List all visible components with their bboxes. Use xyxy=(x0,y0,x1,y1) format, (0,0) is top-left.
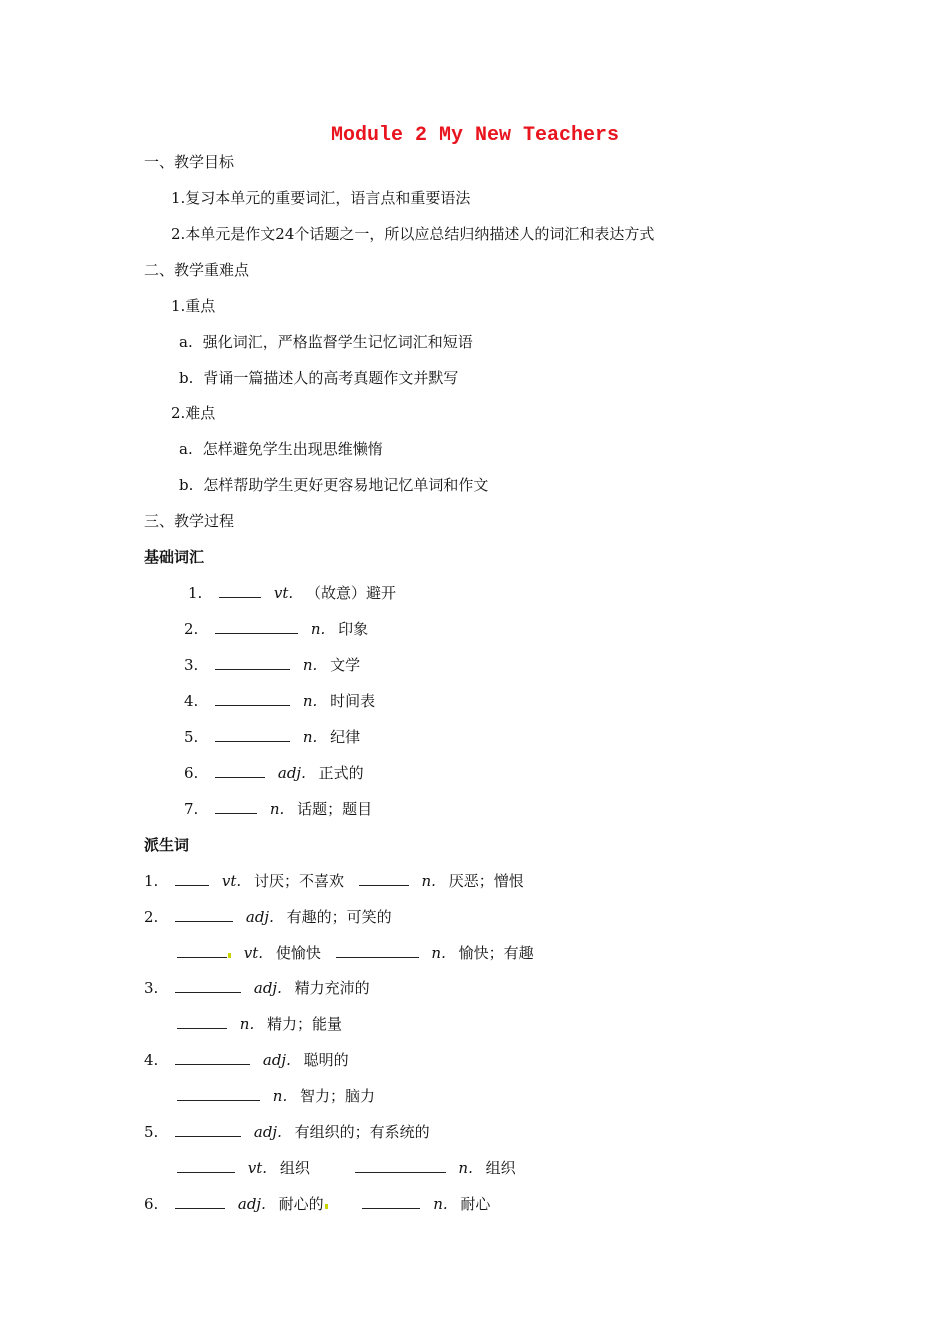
process-heading: 三、教学过程 xyxy=(144,512,235,530)
meaning: 智力；脑力 xyxy=(300,1087,376,1105)
vocab-item-2 xyxy=(184,618,368,640)
part-of-speech: adj. xyxy=(245,908,274,926)
meaning: 印象 xyxy=(338,620,369,638)
meaning: 正式的 xyxy=(318,764,364,782)
list-letter: b. xyxy=(179,476,194,494)
vocab-item-4 xyxy=(184,690,375,712)
meaning: 文学 xyxy=(330,656,361,674)
answer-blank[interactable] xyxy=(215,655,290,670)
vocab-item-6 xyxy=(184,762,364,784)
list-text: 怎样帮助学生更好更容易地记忆单词和作文 xyxy=(203,476,489,494)
meaning: 话题；题目 xyxy=(297,800,373,818)
answer-blank[interactable] xyxy=(215,799,257,814)
item-number: 6. xyxy=(144,1195,159,1213)
answer-blank[interactable] xyxy=(362,1194,420,1209)
derived-item-3 xyxy=(144,977,370,999)
item-number: 7. xyxy=(184,800,199,818)
key-points-heading: 二、教学重难点 xyxy=(144,261,250,279)
difficult-points-label: 2.难点 xyxy=(171,404,216,422)
part-of-speech: n. xyxy=(458,1159,473,1177)
answer-blank[interactable] xyxy=(215,727,290,742)
item-number: 5. xyxy=(144,1123,159,1141)
basic-vocab-heading: 基础词汇 xyxy=(144,548,205,566)
meaning: 耐心 xyxy=(460,1195,491,1213)
vocab-item-1 xyxy=(188,582,396,604)
part-of-speech: adj. xyxy=(277,764,306,782)
part-of-speech: vt. xyxy=(273,584,294,602)
part-of-speech: n. xyxy=(431,944,446,962)
part-of-speech: n. xyxy=(421,872,436,890)
meaning: 耐心的 xyxy=(278,1195,324,1213)
list-text: 强化词汇，严格监督学生记忆词汇和短语 xyxy=(202,333,473,351)
derived-item-2-forms xyxy=(177,942,534,964)
list-text: 背诵一篇描述人的高考真题作文并默写 xyxy=(203,369,459,387)
derived-item-2 xyxy=(144,906,392,928)
item-number: 1. xyxy=(188,584,203,602)
item-number: 2. xyxy=(144,908,159,926)
part-of-speech: n. xyxy=(272,1087,288,1105)
meaning: 厌恶；憎恨 xyxy=(448,872,524,890)
answer-blank[interactable] xyxy=(175,978,241,993)
answer-blank[interactable] xyxy=(175,1050,250,1065)
answer-blank[interactable] xyxy=(175,1194,225,1209)
derived-item-4 xyxy=(144,1049,349,1071)
meaning: 纪律 xyxy=(330,728,361,746)
derived-words-heading: 派生词 xyxy=(144,836,190,854)
meaning: 使愉快 xyxy=(275,944,321,962)
answer-blank[interactable] xyxy=(177,943,227,958)
part-of-speech: n. xyxy=(302,656,318,674)
meaning: 有组织的；有系统的 xyxy=(294,1123,430,1141)
answer-blank[interactable] xyxy=(177,1158,235,1173)
part-of-speech: adj. xyxy=(262,1051,291,1069)
part-of-speech: n. xyxy=(239,1015,255,1033)
answer-blank[interactable] xyxy=(355,1158,446,1173)
list-letter: b. xyxy=(179,369,194,387)
part-of-speech: vt. xyxy=(243,944,264,962)
part-of-speech: n. xyxy=(433,1195,448,1213)
list-text: 怎样避免学生出现思维懒惰 xyxy=(202,440,383,458)
difficult-point-a xyxy=(179,438,383,460)
meaning: 愉快；有趣 xyxy=(458,944,534,962)
answer-blank[interactable] xyxy=(175,1122,241,1137)
vocab-item-5 xyxy=(184,726,360,748)
meaning: 精力；能量 xyxy=(267,1015,343,1033)
vocab-item-7 xyxy=(184,798,372,820)
derived-item-6 xyxy=(144,1193,490,1215)
part-of-speech: n. xyxy=(302,728,318,746)
list-letter: a. xyxy=(179,333,193,351)
highlight-mark xyxy=(228,953,231,958)
goals-heading: 一、教学目标 xyxy=(144,153,235,171)
goal-item-2: 2.本单元是作文24个话题之一，所以应总结归纳描述人的词汇和表达方式 xyxy=(171,225,655,243)
item-number: 3. xyxy=(184,656,199,674)
answer-blank[interactable] xyxy=(215,763,265,778)
part-of-speech: vt. xyxy=(221,872,242,890)
answer-blank[interactable] xyxy=(177,1086,260,1101)
item-number: 3. xyxy=(144,979,159,997)
meaning: 有趣的；可笑的 xyxy=(286,908,392,926)
difficult-point-b xyxy=(179,474,488,496)
meaning: 组织 xyxy=(485,1159,516,1177)
goal-item-1: 1.复习本单元的重要词汇，语言点和重要语法 xyxy=(171,189,471,207)
list-letter: a. xyxy=(179,440,193,458)
answer-blank[interactable] xyxy=(336,943,419,958)
highlight-mark xyxy=(325,1204,328,1209)
meaning: 讨厌；不喜欢 xyxy=(253,872,344,890)
item-number: 2. xyxy=(184,620,199,638)
key-point-a xyxy=(179,331,473,353)
answer-blank[interactable] xyxy=(175,907,233,922)
item-number: 6. xyxy=(184,764,199,782)
part-of-speech: vt. xyxy=(247,1159,268,1177)
answer-blank[interactable] xyxy=(215,619,298,634)
meaning: 时间表 xyxy=(330,692,376,710)
page-title: Module 2 My New Teachers xyxy=(330,124,620,147)
meaning: 组织 xyxy=(279,1159,310,1177)
item-number: 4. xyxy=(184,692,199,710)
derived-item-3-forms xyxy=(177,1013,342,1035)
derived-item-1 xyxy=(144,870,524,892)
derived-item-5-forms xyxy=(177,1157,516,1179)
part-of-speech: adj. xyxy=(253,979,282,997)
meaning: 聪明的 xyxy=(303,1051,349,1069)
meaning: 精力充沛的 xyxy=(294,979,370,997)
derived-item-4-forms xyxy=(177,1085,375,1107)
answer-blank[interactable] xyxy=(219,583,261,598)
answer-blank[interactable] xyxy=(359,871,409,886)
part-of-speech: adj. xyxy=(253,1123,282,1141)
part-of-speech: adj. xyxy=(237,1195,266,1213)
key-points-label: 1.重点 xyxy=(171,297,216,315)
part-of-speech: n. xyxy=(302,692,318,710)
meaning: （故意）避开 xyxy=(305,584,396,602)
derived-item-5 xyxy=(144,1121,430,1143)
vocab-item-3 xyxy=(184,654,360,676)
key-point-b xyxy=(179,367,458,389)
answer-blank[interactable] xyxy=(215,691,290,706)
part-of-speech: n. xyxy=(269,800,285,818)
answer-blank[interactable] xyxy=(177,1014,227,1029)
item-number: 4. xyxy=(144,1051,159,1069)
item-number: 5. xyxy=(184,728,199,746)
answer-blank[interactable] xyxy=(175,871,209,886)
part-of-speech: n. xyxy=(310,620,326,638)
item-number: 1. xyxy=(144,872,159,890)
